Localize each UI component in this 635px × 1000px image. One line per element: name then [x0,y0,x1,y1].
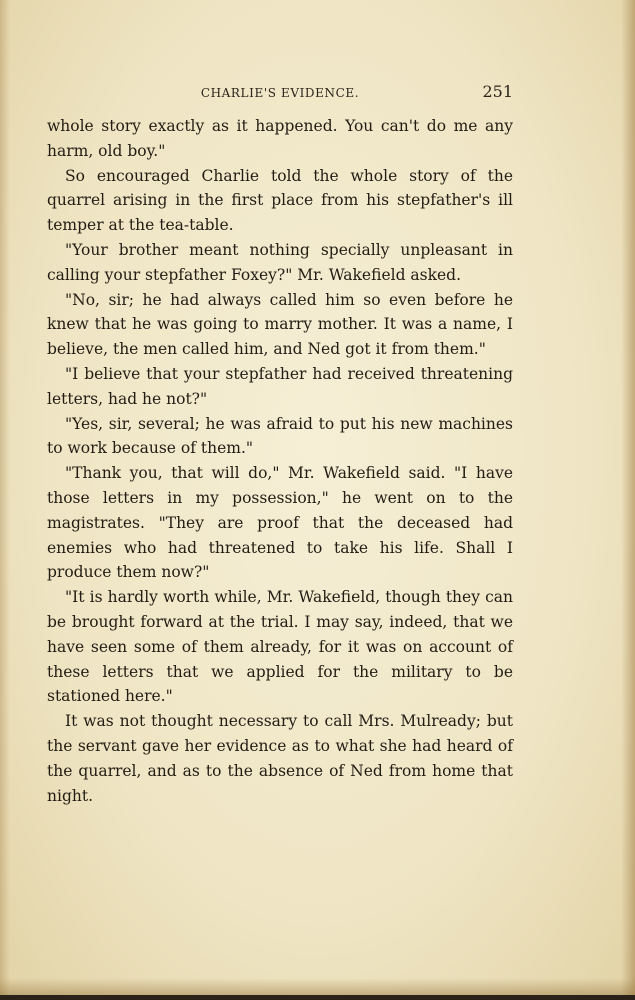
running-head: CHARLIE'S EVIDENCE. [200,86,360,100]
page-left-shadow [0,0,10,1000]
paragraph-2: So encouraged Charlie told the whole story of the quarrel arising in the first place from his stepfather's ill temper at the tea-table. [47,166,513,235]
paragraph-7: "Thank you, that will do," Mr. Wakefield said. "I have those letters in my possession," he went on to the magistrates. "They are proof that the deceased had enemies who had threatened to take his life. Shall I produce them now?" [47,464,513,582]
paragraph-1: whole story exactly as it happened. You can't do me any harm, old boy." [47,117,513,160]
page-right-shadow [621,0,635,1000]
paragraph-4: "No, sir; he had always called him so even before he knew that he was going to marry mother. It was a name, I believe, the men called him, and Ned got it from them." [47,290,513,359]
body-text [47,114,513,808]
paragraph-8: "It is hardly worth while, Mr. Wakefield, though they can be brought forward at the trial. I may say, indeed, that we have seen some of them already, for it was on account of these letters that we applied for the military to be stationed here." [47,588,513,706]
page-header [47,80,513,104]
paragraph-3: "Your brother meant nothing specially unpleasant in calling your stepfather Foxey?" Mr. Wakefield asked. [47,240,513,284]
paragraph-9: It was not thought necessary to call Mrs. Mulready; but the servant gave her evidence as to what she had heard of the quarrel, and as to the absence of Ned from home that night. [47,712,513,805]
page-bottom-edge [0,995,635,1000]
paragraph-5: "I believe that your stepfather had received threatening letters, had he not?" [47,364,513,408]
paragraph-6: "Yes, sir, several; he was afraid to put his new machines to work because of them." [47,414,513,458]
page-number: 251 [482,82,513,101]
